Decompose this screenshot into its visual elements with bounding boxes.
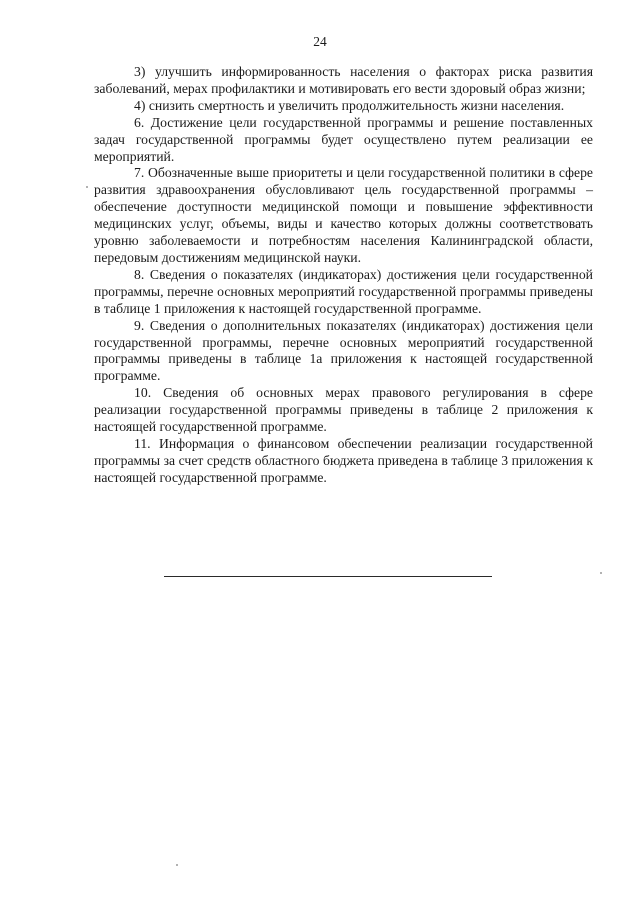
page-number: 24: [313, 34, 327, 49]
end-separator-line: [164, 576, 492, 577]
paragraph-8: 8. Сведения о показателях (индикаторах) достижения цели государственной программы, перечне основных мероприятий государственной программы приведены в таблице 1 приложения к настоящей государственной программе.: [94, 266, 593, 316]
paragraph-11: 11. Информация о финансовом обеспечении реализации государственной программы за счет средств областного бюджета приведена в таблице 3 приложения к настоящей государственной программе.: [94, 435, 593, 485]
paragraph-10: 10. Сведения об основных мерах правового регулирования в сфере реализации государственной программы приведены в таблице 2 приложения к настоящей государственной программе.: [94, 385, 593, 435]
scan-speck: [600, 572, 602, 574]
paragraph-9: 9. Сведения о дополнительных показателях (индикаторах) достижения цели государственной программы, перечне основных мероприятий государственной программы приведены в таблице 1а приложения к настоящей государственной программе.: [94, 317, 593, 384]
scan-speck: [86, 186, 88, 188]
document-body: [94, 64, 593, 487]
paragraph-item-3: 3) улучшить информированность населения о факторах риска развития заболеваний, мерах профилактики и мотивировать его вести здоровый образ жизни;: [94, 64, 593, 96]
paragraph-6: 6. Достижение цели государственной программы и решение поставленных задач государственной программы будет осуществлено путем реализации ее мероприятий.: [94, 114, 593, 164]
paragraph-item-4: 4) снизить смертность и увеличить продолжительность жизни населения.: [134, 97, 565, 113]
scan-speck: [176, 864, 178, 866]
paragraph-7: 7. Обозначенные выше приоритеты и цели государственной политики в сфере развития здравоохранения обусловливают цель государственной программы – обеспечение доступности медицинской помощи и повышение эффективности медицинских услуг, объемы, виды и качество которых должны соответствовать уровню заболеваемости и потребностям населения Калининградской области, передовым достижениям медицинской науки.: [94, 165, 593, 265]
